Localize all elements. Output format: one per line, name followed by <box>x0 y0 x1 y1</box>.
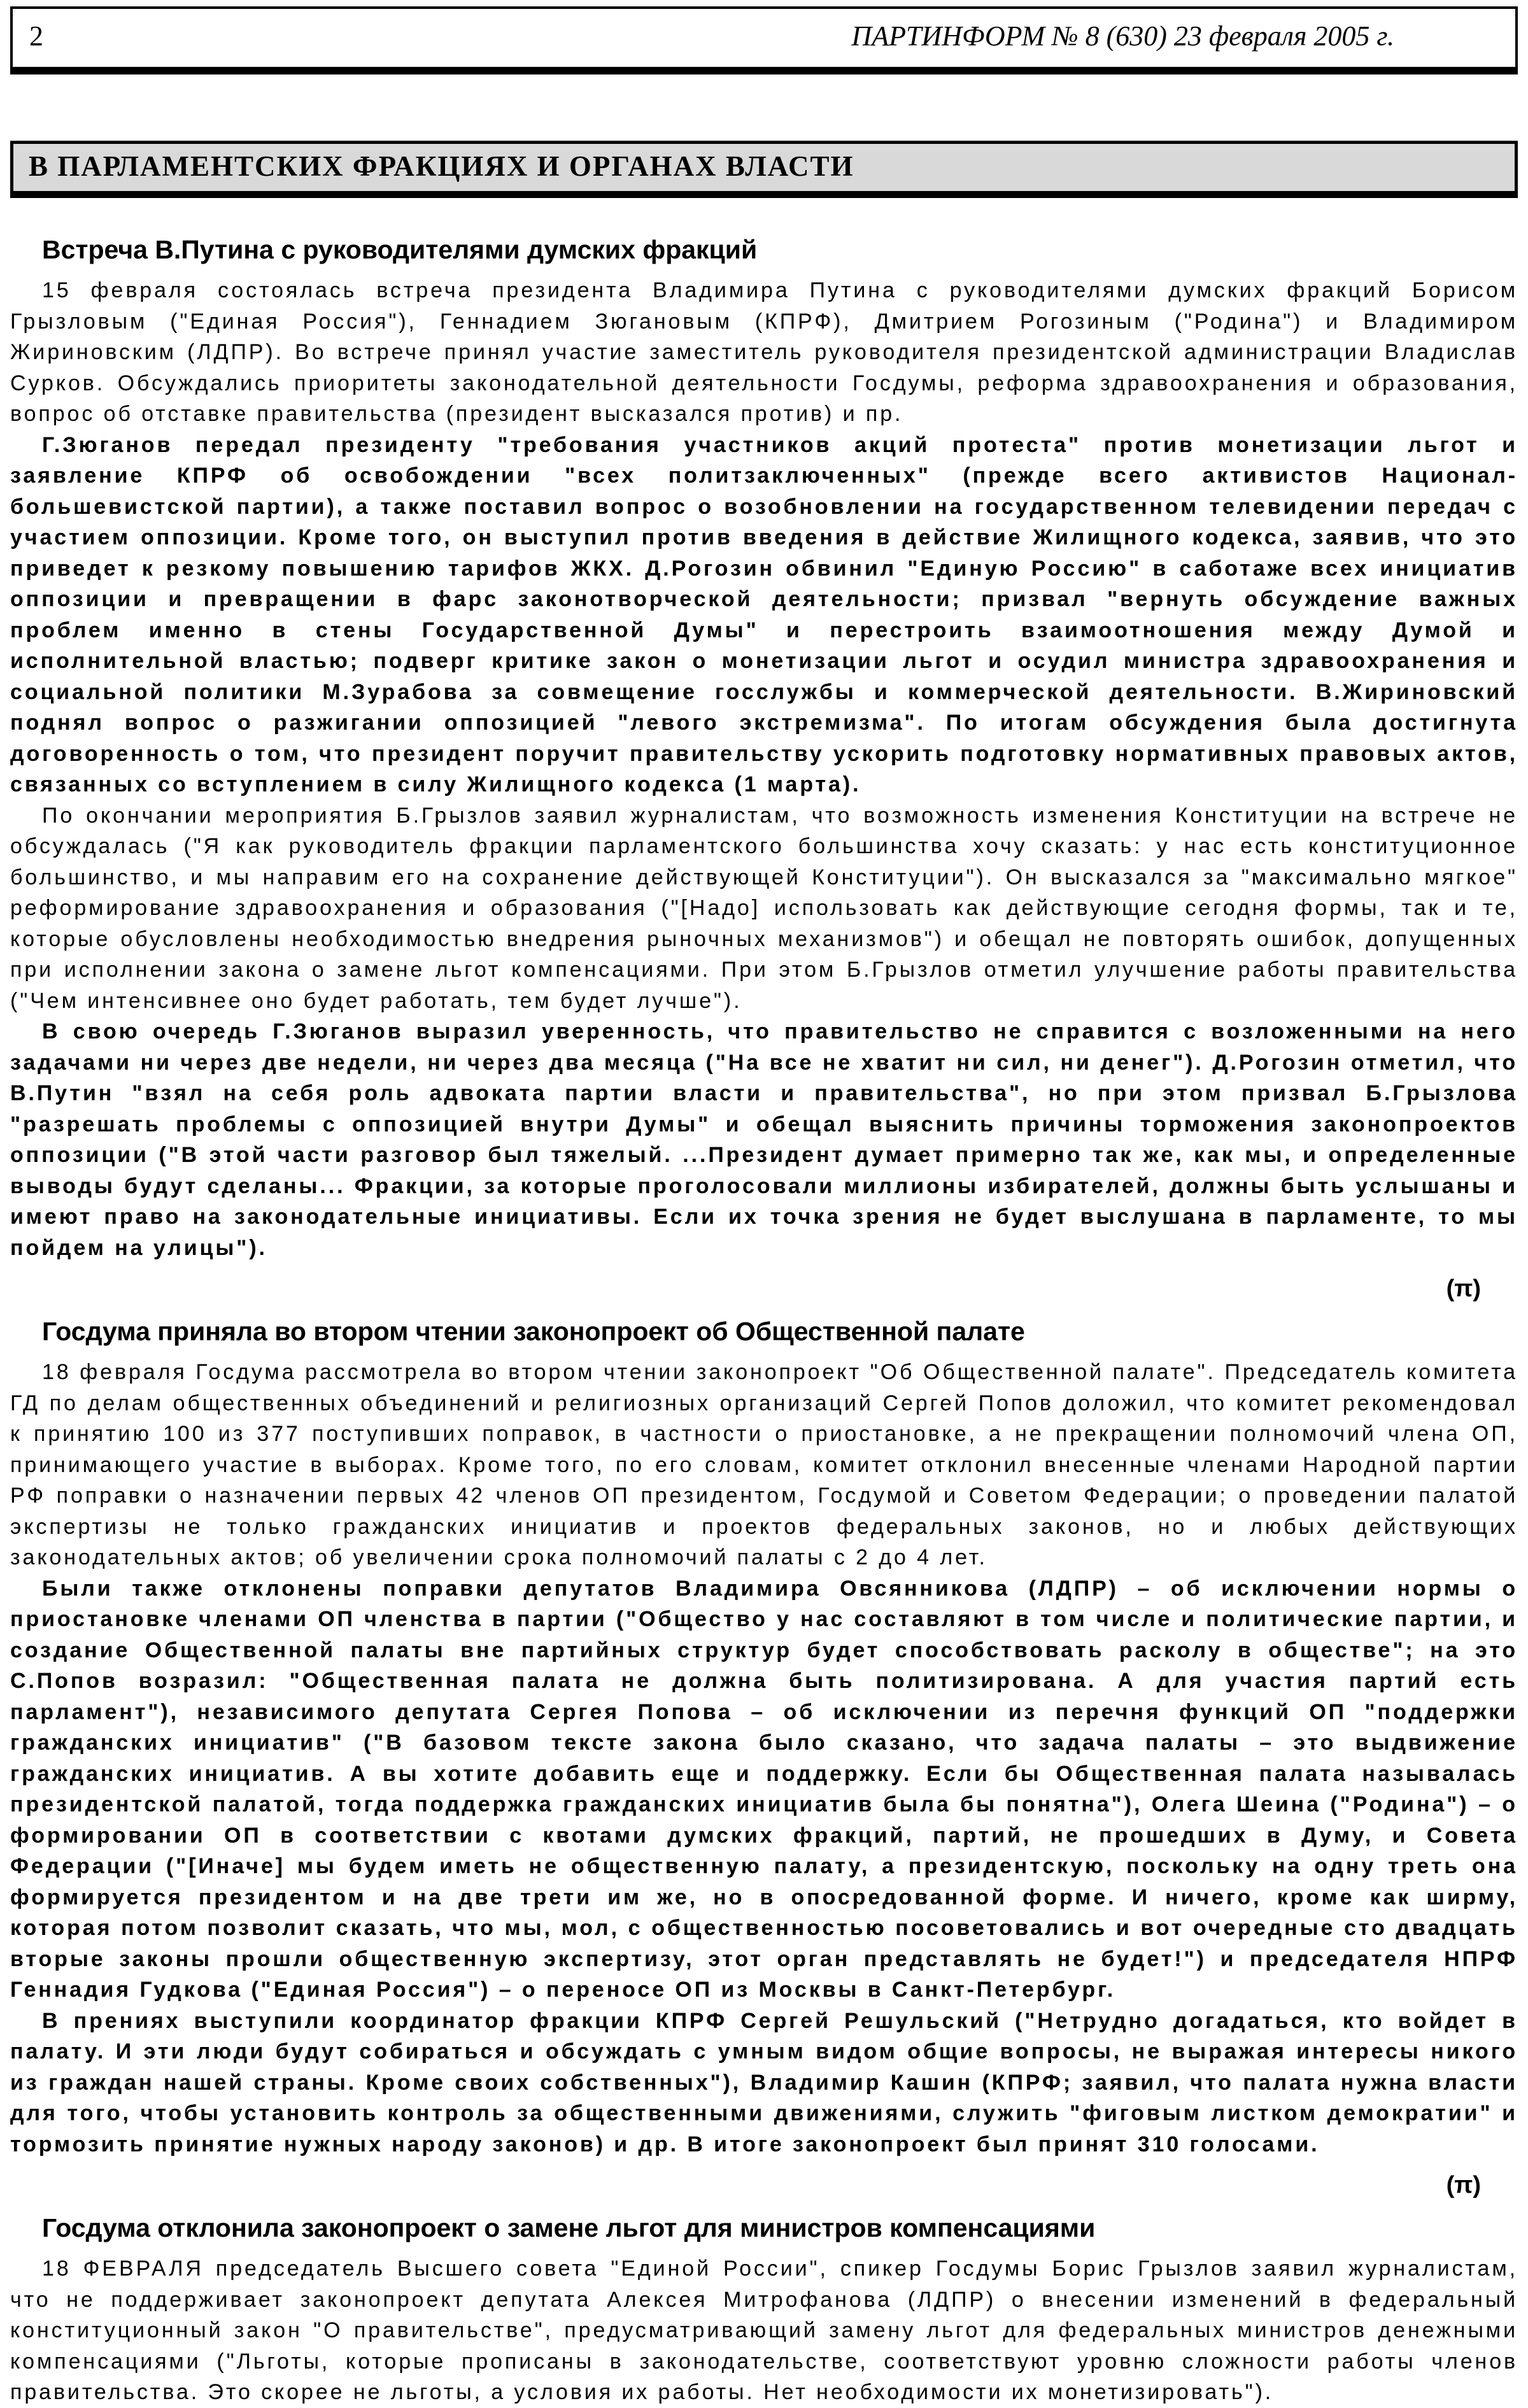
article-paragraph: В прениях выступили координатор фракции КПРФ Сергей Решульский ("Нетрудно догадаться, кто войдет в палату. И эти люди будут собираться и обсуждать с умным видом общие вопросы, не выражая интересы никого из граждан нашей страны. Кроме своих собственных"), Владимир Кашин (КПРФ; заявил, что палата нужна власти для того, чтобы установить контроль за общественными движениями, служить "фиговым листком демократии" и тормозить принятие нужных народу законов) и др. В итоге законопроект был принят 310 голосами. <box>10 2008 1518 2157</box>
section-header-bar <box>10 141 1518 198</box>
article-title: Госдума отклонила законопроект о замене льгот для министров компенсациями <box>42 2213 1096 2242</box>
end-of-article-sign: (π) <box>1446 1275 1481 1302</box>
article-paragraph: По окончании мероприятия Б.Грызлов заявил журналистам, что возможность изменения Конституции на встрече не обсуждалась ("Я как руководитель фракции парламентского большинства хочу сказать: у нас есть конституционное большинство, и мы направим его на сохранение действующей Конституции"). Он высказался за "максимально мягкое" реформирование здравоохранения и образования ("[Надо] использовать как действующие сегодня формы, так и те, которые обусловлены необходимостью внедрения рыночных механизмов") и обещал не повторять ошибок, допущенных при исполнении закона о замене льгот компенсациями. При этом Б.Грызлов отметил улучшение работы правительства ("Чем интенсивнее оно будет работать, тем будет лучше"). <box>10 803 1518 1013</box>
article-paragraph: 18 февраля Госдума рассмотрела во втором чтении законопроект "Об Общественной палате". Председатель комитета ГД по делам общественных объединений и религиозных организаций Сергей Попов доложил, что комитет рекомендовал к принятию 100 из 377 поступивших поправок, в частности о приостановке, а не прекращении полномочий члена ОП, принимающего участие в выборах. Кроме того, по его словам, комитет отклонил внесенные членами Народной партии РФ поправки о назначении первых 42 членов ОП президентом, Госдумой и Советом Федерации; о проведении палатой экспертизы не только гражданских инициатив и проектов федеральных законов, но и любых действующих законодательных актов; об увеличении срока полномочий палаты с 2 до 4 лет. <box>10 1360 1518 1569</box>
article-paragraph: Были также отклонены поправки депутатов Владимира Овсянникова (ЛДПР) – об исключении нормы о приостановке членами ОП членства в партии ("Общество у нас составляют в том числе и политические партии, и создание Общественной палаты вне партийных структур будет способствовать расколу в обществе"; на это С.Попов возразил: "Общественная палата не должна быть политизирована. А для участия партий есть парламент"), независимого депутата Сергея Попова – об исключении из перечня функций ОП "поддержки гражданских инициатив" ("В базовом тексте закона было сказано, что задача палаты – это выдвижение гражданских инициатив. А вы хотите добавить еще и поддержку. Если бы Общественная палата называлась президентской палатой, тогда поддержка гражданских инициатив была бы понятна"), Олега Шеина ("Родина") – о формировании ОП в соответствии с квотами думских фракций, партий, не прошедших в Думу, и Совета Федерации ("[Иначе] мы будем иметь не общественную палату, а президентскую, поскольку на одну треть она формируется президентом и на две трети им же, но в опосредованной форме. И ничего, кроме как ширму, которая потом позволит сказать, что мы, мол, с общественностью посоветовались и вот очередные сто двадцать вторые законы прошли общественную экспертизу, этот орган представлять не будет!") и председателя НПРФ Геннадия Гудкова ("Единая Россия") – о переносе ОП из Москвы в Санкт-Петербург. <box>10 1576 1518 2002</box>
section-title: В ПАРЛАМЕНТСКИХ ФРАКЦИЯХ И ОРГАНАХ ВЛАСТИ <box>29 150 854 182</box>
page-header <box>10 6 1518 74</box>
article-paragraph: В свою очередь Г.Зюганов выразил уверенность, что правительство не справится с возложенными на него задачами ни через две недели, ни через два месяца ("На все не хватит ни сил, ни денег"). Д.Рогозин отметил, что В.Путин "взял на себя роль адвоката партии власти и правительства", но при этом призвал Б.Грызлова "разрешать проблемы с оппозицией внутри Думы" и обещал выяснить причины торможения законопроектов оппозиции ("В этой части разговор был тяжелый. ...Президент думает примерно так же, как мы, и определенные выводы будут сделаны... Фракции, за которые проголосовали миллионы избирателей, должны быть услышаны и имеют право на законодательные инициативы. Если их точка зрения не будет выслушана в парламенте, то мы пойдем на улицы"). <box>10 1019 1518 1260</box>
end-of-article-sign: (π) <box>1446 2172 1481 2199</box>
article-title: Госдума приняла во втором чтении законопроект об Общественной палате <box>42 1317 1025 1346</box>
article-paragraph: 18 ФЕВРАЛЯ председатель Высшего совета "Единой России", спикер Госдумы Борис Грызлов заявил журналистам, что не поддерживает законопроект депутата Алексея Митрофанова (ЛДПР) о внесении изменений в федеральный конституционный закон "О правительстве", предусматривающий замену льгот для федеральных министров денежными компенсациями ("Льготы, которые прописаны в законодательстве, соответствуют уровню сложности работы членов правительства. Это скорее не льготы, а условия их работы. Нет необходимости их монетизировать"). <box>10 2256 1518 2404</box>
articles-container <box>10 235 1518 2408</box>
issue-title: ПАРТИНФОРМ № 8 (630) 23 февраля 2005 г. <box>851 20 1394 52</box>
article-title: Встреча В.Путина с руководителями думских фракций <box>42 235 758 264</box>
page-number: 2 <box>29 20 43 52</box>
article-paragraph: 15 февраля состоялась встреча президента Владимира Путина с руководителями думских фракций Борисом Грызловым ("Единая Россия"), Геннадием Зюгановым (КПРФ), Дмитрием Рогозиным ("Родина") и Владимиром Жириновским (ЛДПР). Во встрече принял участие заместитель руководителя президентской администрации Владислав Сурков. Обсуждались приоритеты законодательной деятельности Госдумы, реформа здравоохранения и образования, вопрос об отставке правительства (президент высказался против) и пр. <box>10 278 1518 426</box>
newsletter-page <box>0 6 1528 2408</box>
article-paragraph: Г.Зюганов передал президенту "требования участников акций протеста" против монетизации льгот и заявление КПРФ об освобождении "всех политзаключенных" (прежде всего активистов Национал-большевистской партии), а также поставил вопрос о возобновлении на государственном телевидении передач с участием оппозиции. Кроме того, он выступил против введения в действие Жилищного кодекса, заявив, что это приведет к резкому повышению тарифов ЖКХ. Д.Рогозин обвинил "Единую Россию" в саботаже всех инициатив оппозиции и превращении в фарс законотворческой деятельности; призвал "вернуть обсуждение важных проблем именно в стены Государственной Думы" и перестроить взаимоотношения между Думой и исполнительной властью; подверг критике закон о монетизации льгот и осудил министра здравоохранения и социальной политики М.Зурабова за совмещение госслужбы и коммерческой деятельности. В.Жириновский поднял вопрос о разжигании оппозицией "левого экстремизма". По итогам обсуждения была достигнута договоренность о том, что президент поручит правительству ускорить подготовку нормативных правовых актов, связанных со вступлением в силу Жилищного кодекса (1 марта). <box>10 432 1518 797</box>
